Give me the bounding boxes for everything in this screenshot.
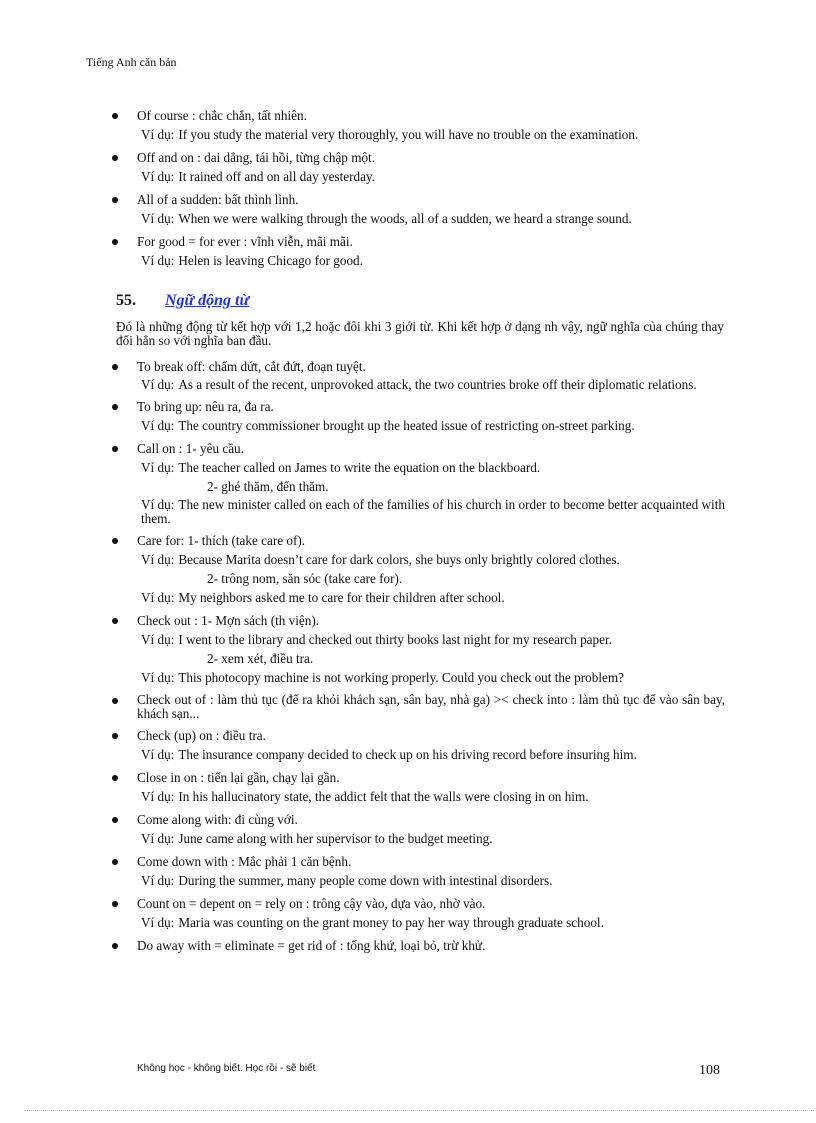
example-label: Ví dụ: (141, 460, 175, 475)
item-heading: Check out of : làm thủ tục (để ra khỏi khách sạn, sân bay, nhà ga) >< check into : làm thủ tục để vào sân bay, khách sạn... (137, 692, 725, 721)
example-text: In his hallucinatory state, the addict felt that the walls were closing in on him. (178, 789, 589, 804)
section-heading (116, 292, 249, 310)
item-heading: Care for: 1- thích (take care of). (137, 533, 306, 548)
example-text: Helen is leaving Chicago for good. (178, 253, 363, 268)
example-label: Ví dụ: (141, 169, 175, 184)
example-label: Ví dụ: (141, 873, 175, 888)
example-label: Ví dụ: (141, 377, 175, 392)
page-number: 108 (699, 1063, 720, 1078)
example-text: The insurance company decided to check up on his driving record before insuring him. (178, 747, 637, 762)
item-heading: Off and on : dai dẳng, tái hồi, từng chập một. (137, 150, 376, 165)
example-label: Ví dụ: (141, 418, 175, 433)
example-line (137, 552, 725, 568)
idiom-list-top (110, 108, 725, 269)
example-line (137, 253, 725, 269)
example-text: Because Marita doesn’t care for dark colors, she buys only brightly colored clothes. (178, 552, 620, 567)
example-line (137, 789, 725, 805)
list-item (110, 770, 725, 805)
footer-slogan: Không học - không biết. Học rồi - sẽ biết (137, 1063, 316, 1074)
example-line (137, 915, 725, 931)
item-heading: To bring up: nêu ra, đa ra. (137, 399, 274, 414)
example-line (137, 498, 725, 526)
section-number: 55. (116, 292, 136, 309)
list-item (110, 399, 725, 434)
example-line (137, 873, 725, 889)
list-item (110, 533, 725, 606)
example-label: Ví dụ: (141, 211, 175, 226)
example-label: Ví dụ: (141, 127, 175, 142)
list-item (110, 613, 725, 686)
example-label: Ví dụ: (141, 789, 175, 804)
list-item (110, 359, 725, 392)
example-text: If you study the material very thoroughly, you will have no trouble on the examination. (178, 127, 639, 142)
item-heading: Close in on : tiến lại gần, chạy lại gần. (137, 770, 340, 785)
list-item (110, 150, 725, 185)
example-line (137, 831, 725, 847)
item-heading: Count on = depent on = rely on : trông cậy vào, dựa vào, nhờ vào. (137, 896, 486, 911)
example-text: June came along with her supervisor to the budget meeting. (178, 831, 493, 846)
example-text: Maria was counting on the grant money to pay her way through graduate school. (178, 915, 604, 930)
secondary-meaning: 2- xem xét, điều tra. (207, 651, 314, 666)
item-heading: Come down with : Mắc phải 1 căn bệnh. (137, 854, 352, 869)
phrasal-verb-list (110, 359, 725, 954)
list-item (110, 234, 725, 269)
example-line (137, 460, 725, 476)
example-text: The new minister called on each of the families of his church in order to become better acquainted with them. (141, 497, 725, 526)
running-header: Tiếng Anh căn bản (86, 55, 177, 69)
section-intro: Đó là những động từ kết hợp với 1,2 hoặc đôi khi 3 giới từ. Khi kết hợp ở dạng nh vậy, ngữ nghĩa của chúng thay đổi hẳn so với nghĩa ban đầu. (116, 319, 724, 348)
item-heading: Check (up) on : điều tra. (137, 728, 266, 743)
page-bottom-divider (24, 1110, 814, 1111)
example-text: This photocopy machine is not working properly. Could you check out the problem? (178, 670, 624, 685)
item-heading: All of a sudden: bất thình lình. (137, 192, 299, 207)
list-item (110, 108, 725, 143)
item-heading: Come along with: đi cùng với. (137, 812, 298, 827)
example-line (137, 169, 725, 185)
example-line (137, 590, 725, 606)
example-label: Ví dụ: (141, 747, 175, 762)
list-item (110, 441, 725, 526)
item-heading: Do away with = eliminate = get rid of : tống khứ, loại bỏ, trừ khử. (137, 938, 486, 953)
list-item (110, 192, 725, 227)
example-label: Ví dụ: (141, 552, 175, 567)
item-heading: For good = for ever : vĩnh viễn, mãi mãi. (137, 234, 353, 249)
example-text: It rained off and on all day yesterday. (178, 169, 375, 184)
example-label: Ví dụ: (141, 590, 175, 605)
example-text: The country commissioner brought up the heated issue of restricting on-street parking. (178, 418, 635, 433)
secondary-meaning: 2- ghé thăm, đến thăm. (207, 479, 329, 494)
example-label: Ví dụ: (141, 253, 175, 268)
example-text: When we were walking through the woods, all of a sudden, we heard a strange sound. (178, 211, 632, 226)
list-item (110, 693, 725, 721)
example-line (137, 211, 725, 227)
example-label: Ví dụ: (141, 632, 175, 647)
list-item (110, 938, 725, 954)
list-item (110, 728, 725, 763)
example-label: Ví dụ: (141, 915, 175, 930)
item-heading: Check out : 1- Mợn sách (th viện). (137, 613, 320, 628)
example-text: I went to the library and checked out thirty books last night for my research paper. (178, 632, 612, 647)
section-title-link[interactable]: Ngữ động từ (165, 292, 250, 309)
example-line (137, 670, 725, 686)
example-text: My neighbors asked me to care for their children after school. (178, 590, 505, 605)
list-item (110, 896, 725, 931)
example-line (137, 127, 725, 143)
example-label: Ví dụ: (141, 670, 175, 685)
example-text: During the summer, many people come down with intestinal disorders. (178, 873, 553, 888)
example-line (137, 632, 725, 648)
example-text: As a result of the recent, unprovoked attack, the two countries broke off their diplomatic relations. (178, 377, 697, 392)
example-line (137, 747, 725, 763)
item-heading: To break off: chấm dứt, cắt đứt, đoạn tuyệt. (137, 359, 366, 374)
item-heading: Call on : 1- yêu cầu. (137, 441, 244, 456)
secondary-meaning: 2- trông nom, săn sóc (take care for). (207, 571, 403, 586)
list-item (110, 812, 725, 847)
example-label: Ví dụ: (141, 831, 175, 846)
item-heading: Of course : chắc chắn, tất nhiên. (137, 108, 307, 123)
example-label: Ví dụ: (141, 497, 175, 512)
example-line (137, 378, 725, 392)
example-text: The teacher called on James to write the equation on the blackboard. (178, 460, 541, 475)
list-item (110, 854, 725, 889)
example-line (137, 418, 725, 434)
